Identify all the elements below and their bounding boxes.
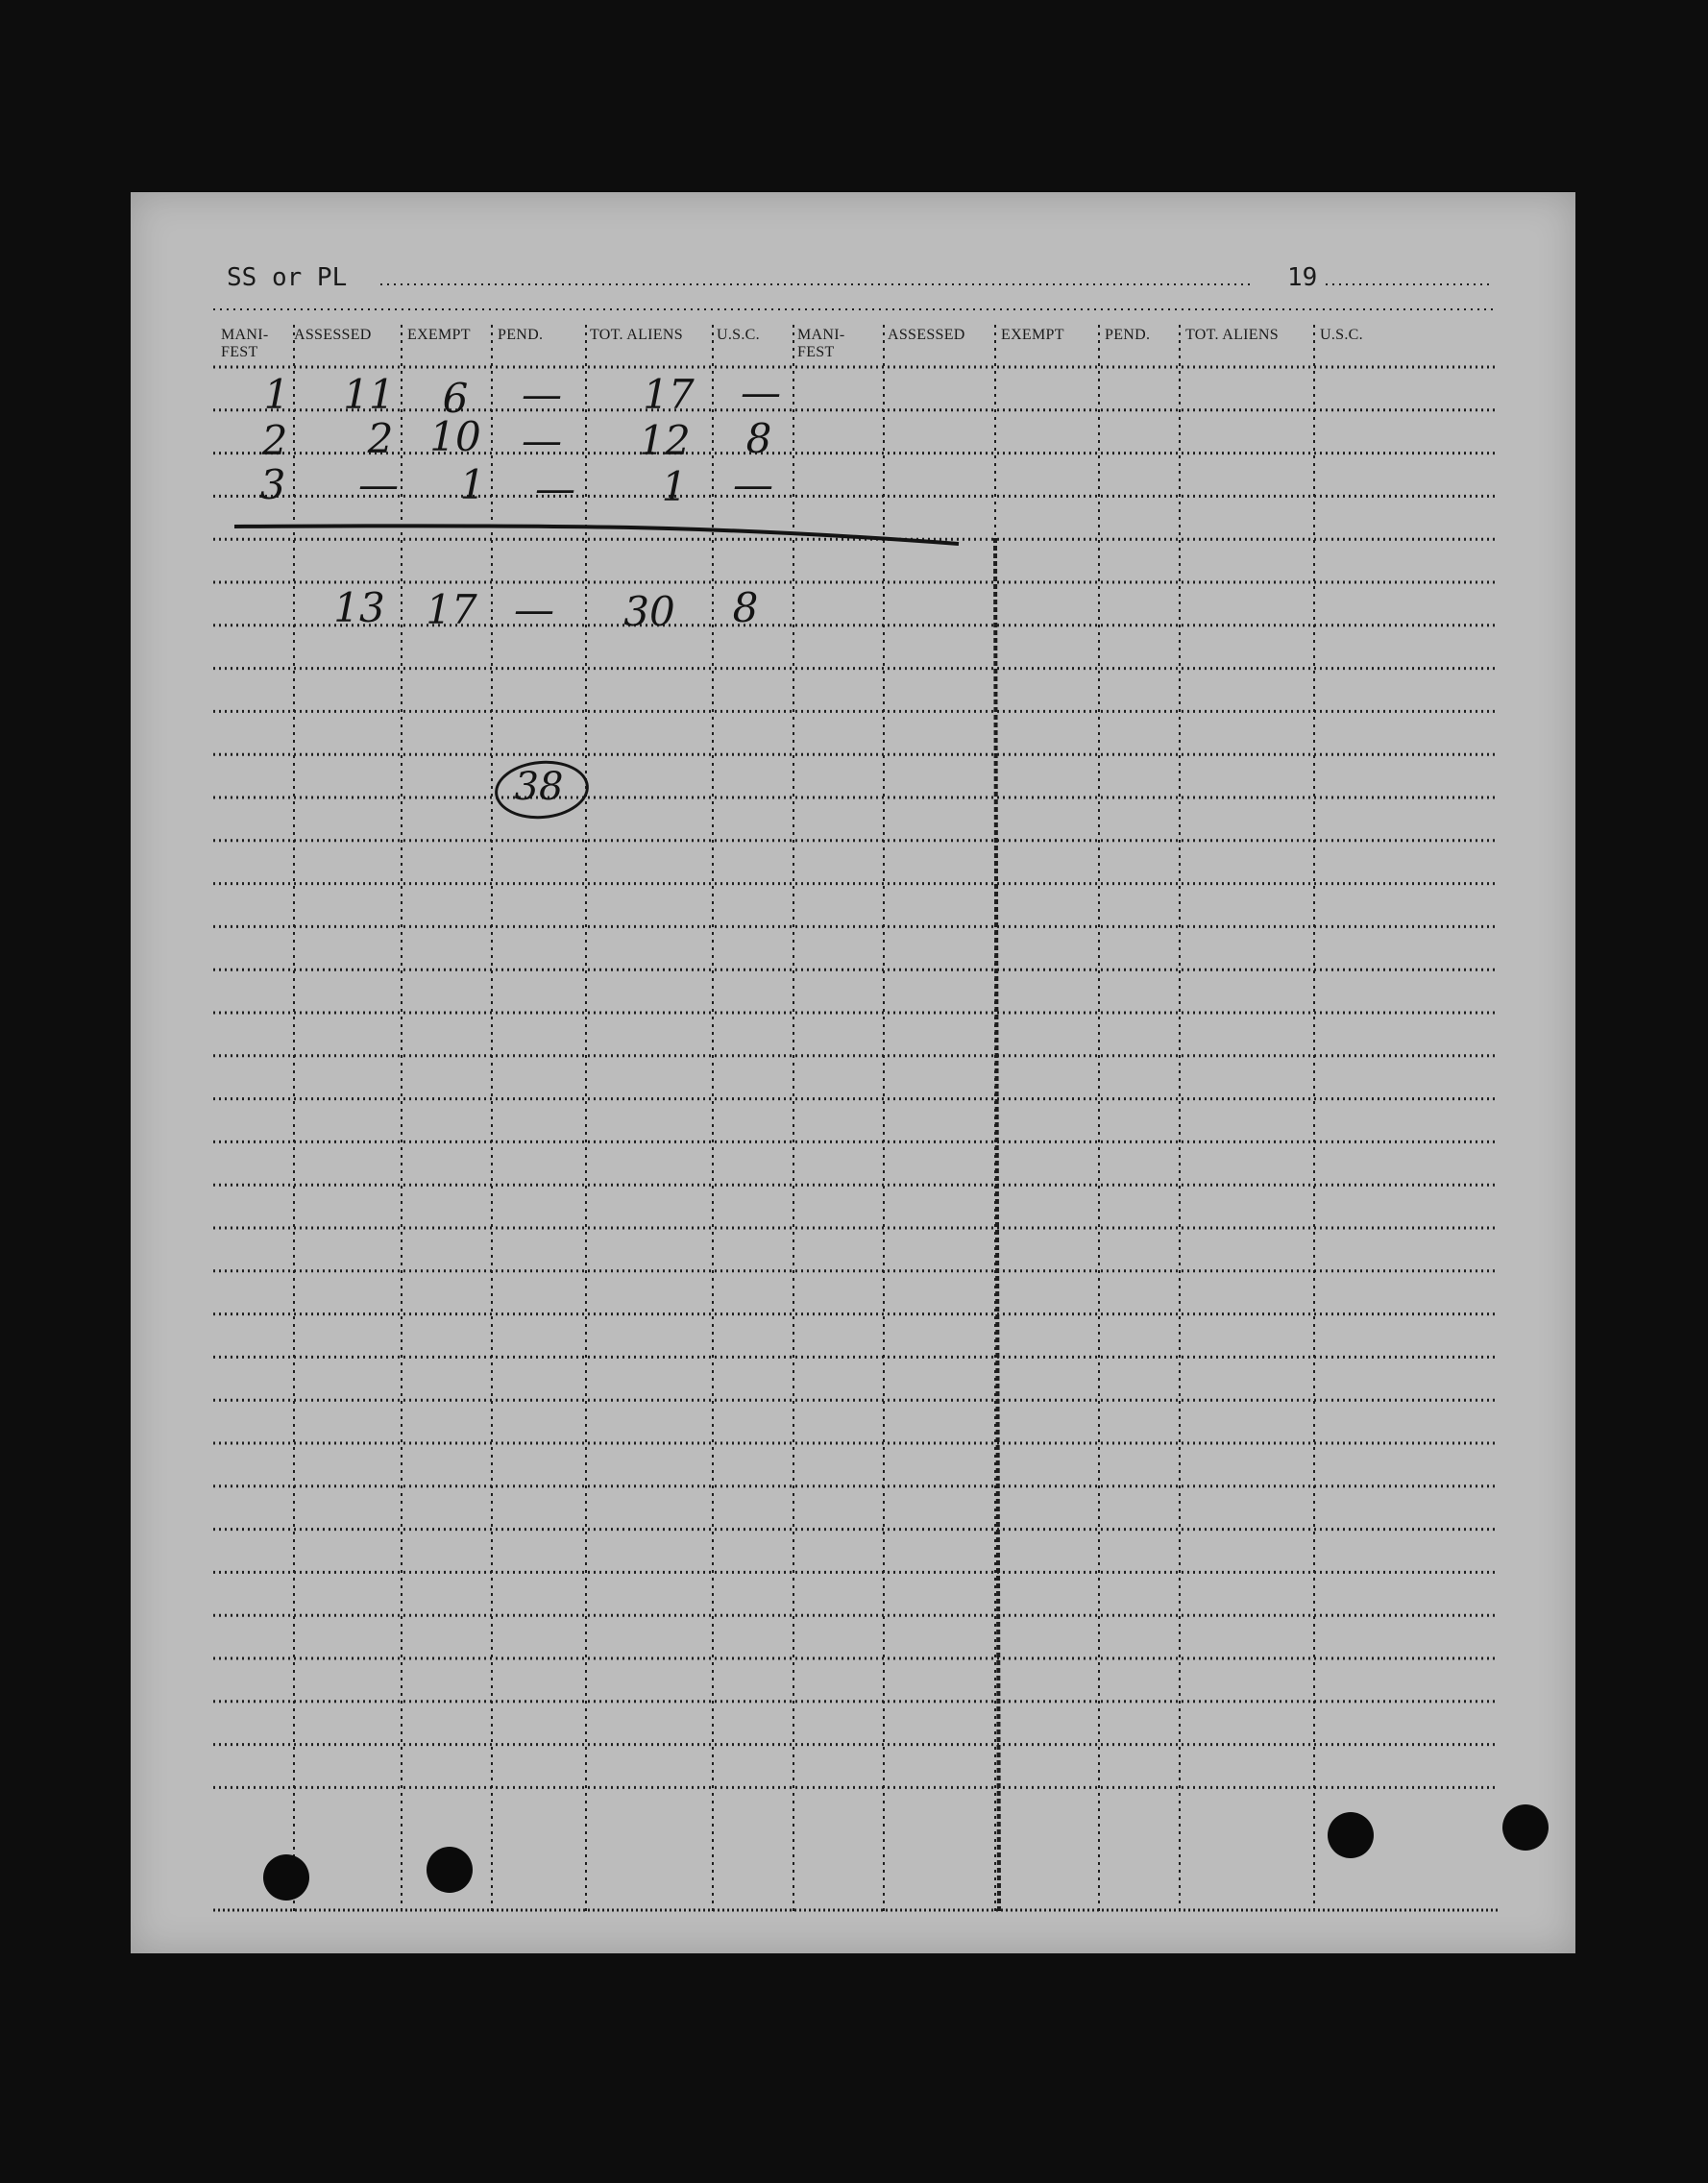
column-header-usc-2: U.S.C. <box>1320 327 1363 343</box>
document-page <box>131 192 1575 1953</box>
total-pend: — <box>514 586 554 633</box>
entry-3-usc: — <box>733 461 773 508</box>
entry-1-manifest: 1 <box>263 371 290 418</box>
entry-3-exempt: 1 <box>459 461 486 508</box>
total-tot-aliens: 30 <box>623 588 675 635</box>
entry-1-usc: — <box>741 369 781 416</box>
column-header-manifest-2: MANI- FEST <box>797 327 845 360</box>
punch-hole <box>1328 1812 1374 1858</box>
year-label: 19 <box>1287 263 1318 292</box>
entry-2-usc: 8 <box>745 415 772 462</box>
total-usc: 8 <box>732 584 759 631</box>
entry-1-tot-aliens: 17 <box>643 371 695 418</box>
entry-3-assessed: — <box>358 461 399 508</box>
punch-hole <box>427 1847 473 1893</box>
column-header-exempt-2: EXEMPT <box>1001 327 1064 343</box>
column-header-tot-aliens-2: TOT. ALIENS <box>1185 327 1279 343</box>
form-grid <box>131 192 1575 1953</box>
entry-1-pend: — <box>522 371 562 418</box>
column-header-manifest: MANI- FEST <box>221 327 269 360</box>
grand-total: 38 <box>514 765 564 809</box>
punch-hole <box>1502 1804 1549 1851</box>
entry-1-exempt: 6 <box>442 375 469 422</box>
center-divider <box>995 538 999 1912</box>
total-exempt: 17 <box>426 586 477 633</box>
total-assessed: 13 <box>333 584 385 631</box>
vessel-label: SS or PL <box>227 263 348 292</box>
column-header-tot-aliens: TOT. ALIENS <box>590 327 683 343</box>
column-header-assessed: ASSESSED <box>294 327 372 343</box>
column-header-usc: U.S.C. <box>717 327 760 343</box>
punch-hole <box>263 1854 309 1901</box>
entry-2-pend: — <box>522 417 562 464</box>
handwritten-sum-line <box>234 526 959 544</box>
column-header-pend-2: PEND. <box>1105 327 1151 343</box>
entry-2-assessed: 2 <box>367 415 394 462</box>
column-header-assessed-2: ASSESSED <box>888 327 965 343</box>
entry-3-pend: — <box>535 465 575 512</box>
column-header-exempt: EXEMPT <box>407 327 471 343</box>
entry-3-manifest: 3 <box>259 461 286 508</box>
column-header-pend: PEND. <box>498 327 544 343</box>
entry-3-tot-aliens: 1 <box>661 463 688 510</box>
entry-2-manifest: 2 <box>261 417 288 464</box>
entry-2-tot-aliens: 12 <box>639 417 691 464</box>
entry-2-exempt: 10 <box>429 413 481 460</box>
entry-1-assessed: 11 <box>343 371 395 418</box>
